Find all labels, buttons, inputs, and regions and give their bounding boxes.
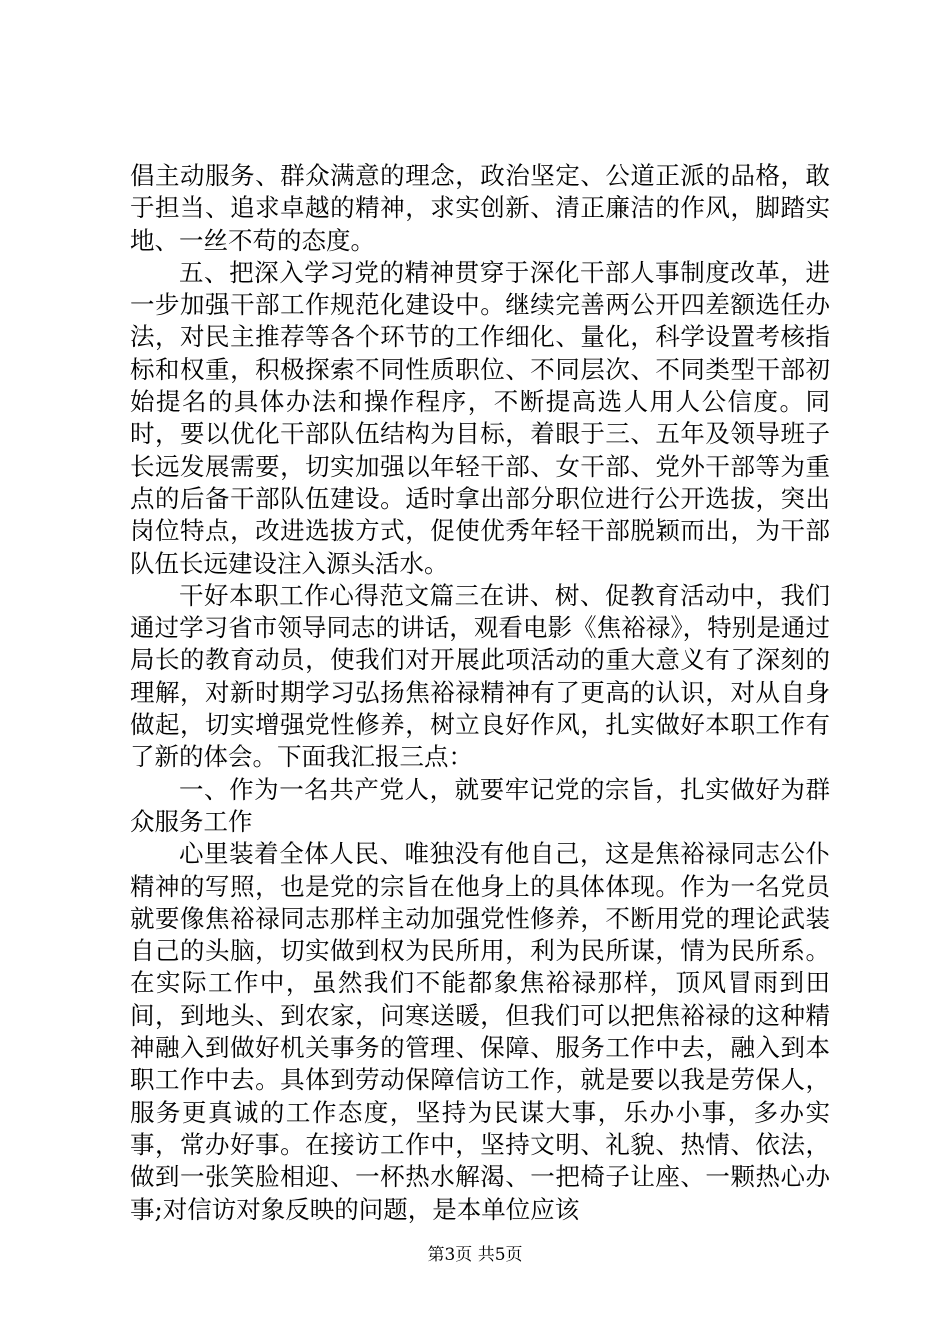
page-number-footer: 第3页 共5页	[427, 1245, 523, 1265]
paragraph-article-three-intro: 干好本职工作心得范文篇三在讲、树、促教育活动中，我们通过学习省市领导同志的讲话，观看电影《焦裕禄》，特别是通过局长的教育动员，使我们对开展此项活动的重大意义有了深刻的理解，对新时期学习弘扬焦裕禄精神有了更高的认识，对从自身做起，切实增强党性修养，树立良好作风，扎实做好本职工作有了新的体会。下面我汇报三点：	[130, 580, 830, 772]
body-text	[130, 160, 830, 1226]
paragraph-continuation: 倡主动服务、群众满意的理念，政治坚定、公道正派的品格，敢于担当、追求卓越的精神，求实创新、清正廉洁的作风，脚踏实地、一丝不苟的态度。	[130, 161, 830, 255]
paragraph-body: 心里装着全体人民、唯独没有他自己，这是焦裕禄同志公仆精神的写照，也是党的宗旨在他身上的具体体现。作为一名党员就要像焦裕禄同志那样主动加强党性修养，不断用党的理论武装自己的头脑，切实做到权为民所用，利为民所谋，情为民所系。在实际工作中，虽然我们不能都象焦裕禄那样，顶风冒雨到田间，到地头、到农家，问寒送暖，但我们可以把焦裕禄的这种精神融入到做好机关事务的管理、保障、服务工作中去，融入到本职工作中去。具体到劳动保障信访工作，就是要以我是劳保人，服务更真诚的工作态度，坚持为民谋大事，乐办小事，多办实事，常办好事。在接访工作中，坚持文明、礼貌、热情、依法，做到一张笑脸相迎、一杯热水解渴、一把椅子让座、一颗热心办事;对信访对象反映的问题，是本单位应该	[130, 839, 830, 1224]
paragraph-section-five: 五、把深入学习党的精神贯穿于深化干部人事制度改革，进一步加强干部工作规范化建设中。继续完善两公开四差额选任办法，对民主推荐等各个环节的工作细化、量化，科学设置考核指标和权重，积极探索不同性质职位、不同层次、不同类型干部初始提名的具体办法和操作程序，不断提高选人用人公信度。同时，要以优化干部队伍结构为目标，着眼于三、五年及领导班子长远发展需要，切实加强以年轻干部、女干部、党外干部等为重点的后备干部队伍建设。适时拿出部分职位进行公开选拔，突出岗位特点，改进选拔方式，促使优秀年轻干部脱颖而出，为干部队伍长远建设注入源头活水。	[130, 257, 830, 578]
paragraph-heading-one: 一、作为一名共产党人，就要牢记党的宗旨，扎实做好为群众服务工作	[130, 774, 830, 836]
